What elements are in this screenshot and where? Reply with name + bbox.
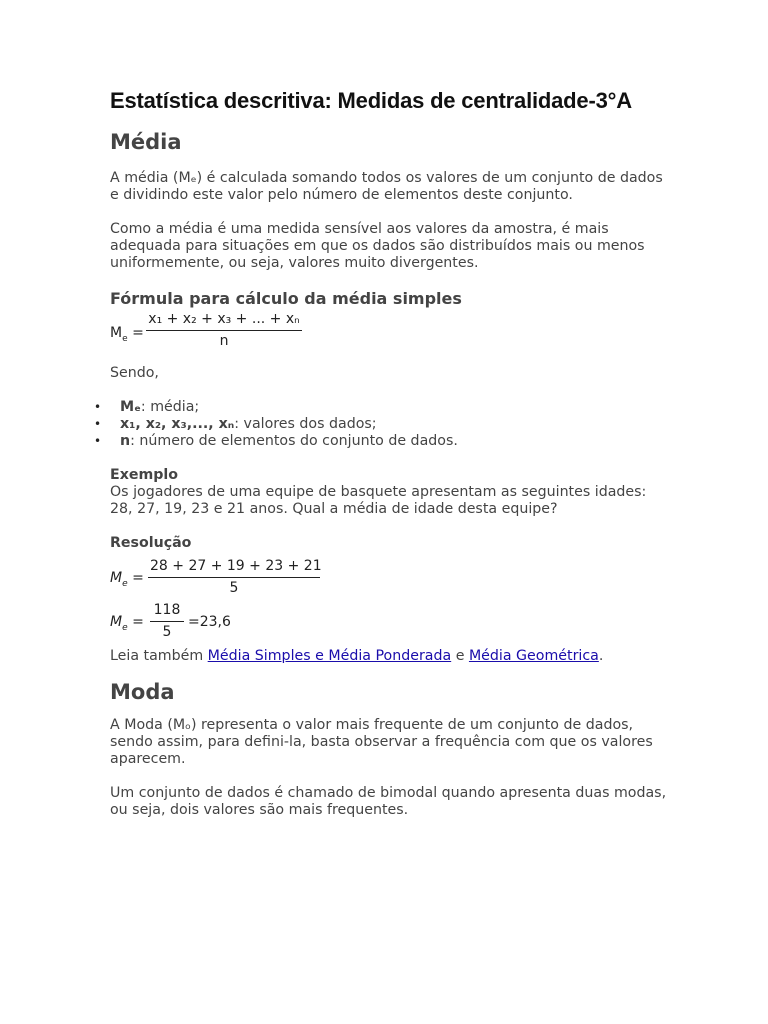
formula-heading: Fórmula para cálculo da média simples [110,289,462,308]
sendo-text: Sendo, [110,365,159,381]
list-item: • Mₑ: média; [110,399,670,416]
moda-paragraph-2: Um conjunto de dados é chamado de bimodal quando apresenta duas modas, ou seja, dois valores são mais frequentes. [110,785,667,818]
example-text: Os jogadores de uma equipe de basquete apresentam as seguintes idades: 28, 27, 19, 23 e 21 anos. Qual a média de idade desta equipe? [110,484,647,517]
resolution-1-denominator: 5 [229,580,239,596]
formula-denominator: n [219,333,229,349]
mean-formula [110,311,670,355]
link-media-geometrica[interactable]: Média Geométrica [468,648,599,664]
resolution-2-numerator: 118 [150,602,184,622]
link-media-simples-ponderada[interactable]: Média Simples e Média Ponderada [207,648,452,664]
list-item: • n: número de elementos do conjunto de dados. [110,433,670,450]
media-heading: Média [110,130,182,154]
resolution-formula-1 [110,558,670,600]
formula-lhs: $M_e$ = [110,325,144,344]
resolution-2-denominator: 5 [162,624,172,640]
formula-fraction [146,311,302,350]
resolution-1-fraction [148,558,320,597]
formula-numerator: x₁ + x₂ + x₃ + ... + xₙ [146,311,302,331]
resolution-1-lhs: $M_e$ = [110,570,144,589]
example-title: Exemplo [110,467,179,483]
resolution-2-lhs: $M_e$ = [110,614,144,633]
moda-heading: Moda [110,680,175,704]
resolution-2-result: =23,6 [188,614,231,630]
resolution-formula-2 [110,602,670,642]
document-page [110,86,670,819]
resolution-title: Resolução [110,535,192,551]
definitions-list [110,399,670,450]
media-paragraph-1: A média (Mₑ) é calculada somando todos os valores de um conjunto de dados e dividindo este valor pelo número de elementos deste conjunto. [110,170,663,203]
see-also-text: Leia também Média Simples e Média Ponderada e Média Geométrica. [110,648,604,664]
moda-paragraph-1: A Moda (Mₒ) representa o valor mais frequente de um conjunto de dados, sendo assim, para defini-la, basta observar a frequência com que os valores aparecem. [110,717,653,767]
resolution-2-fraction [150,602,184,641]
media-paragraph-2: Como a média é uma medida sensível aos valores da amostra, é mais adequada para situações em que os dados são distribuídos mais ou menos uniformemente, ou seja, valores muito divergentes. [110,221,645,271]
resolution-1-numerator: 28 + 27 + 19 + 23 + 21 [148,558,320,578]
list-item: • x₁, x₂, x₃,..., xₙ: valores dos dados; [110,416,670,433]
document-title: Estatística descritiva: Medidas de centralidade-3°A [110,88,632,113]
